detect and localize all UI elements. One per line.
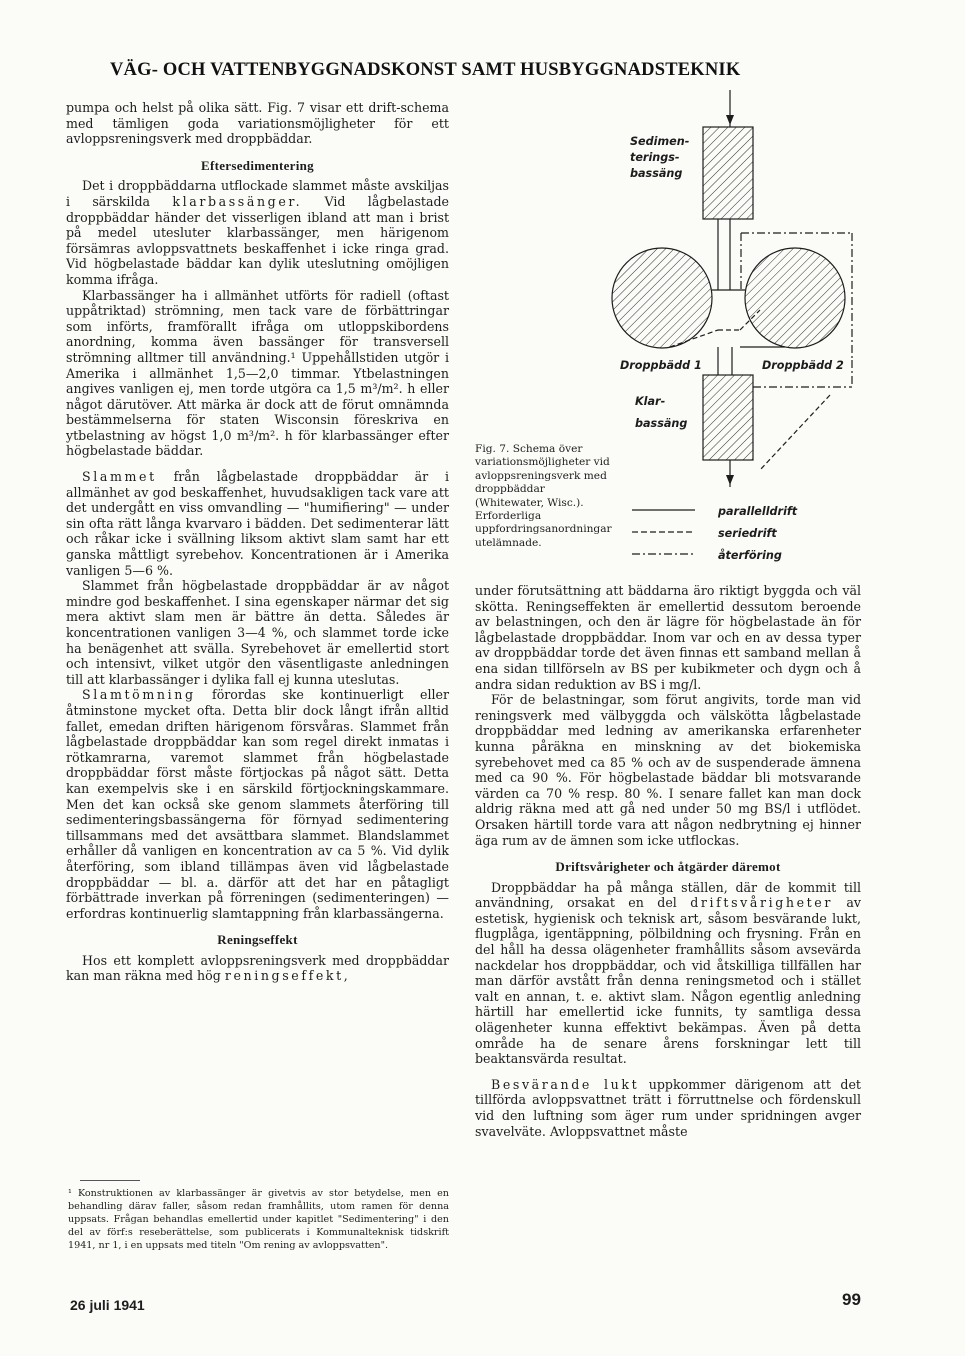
section-heading-eftersedimentering: Eftersedimentering [201, 157, 314, 173]
arrow-icon [726, 475, 734, 485]
legend-ater: återföring [718, 549, 782, 562]
right-column [475, 583, 861, 1139]
emphasis: Besvärande lukt [491, 1076, 640, 1092]
label-sed: Sedimen- [630, 135, 690, 148]
clarifier-basin [703, 375, 753, 460]
paragraph: Droppbäddar ha på många ställen, där de kommit till användning, orsakat en del driftsvårigheter av estetisk, hygienisk och teknisk art, såsom besvärande lukt, flugplåga, igentäppning, pölbildning och frysning. Från en del håll ha dessa olägenheter framhållits såsom avsevärda nackdelar hos droppbäddar, och vid åtskilliga tillfällen har man därför avstått från denna reningsmetod och i stället valt en annan, t. e. aktivt slam. Någon egentlig anledning härtill har emellertid icke funnits, ty samtliga dessa olägenheter kunna effektivt bekämpas. Även på detta område ha de senare årens forskningar lett till beaktansvärda resultat. [475, 879, 861, 1067]
legend-serie: seriedrift [718, 527, 777, 540]
paragraph: under förutsättning att bäddarna äro riktigt byggda och väl skötta. Reningseffekten är emellertid dessutom beroende av belastningen, och den är lägre för högbelastade än för lågbelastade droppbäddar. Inom var och en av dessa typer av droppbäddar torde det även finnas ett samband mellan å ena sidan tillförseln av BS per kubikmeter och dygn och å andra sidan reduktion av BS i mg/l. [475, 583, 861, 692]
flow-diagram [600, 85, 870, 575]
section-heading-driftsvarigheter: Driftsvårigheter och åtgärder däremot [555, 859, 781, 875]
paragraph: Slamtömning förordas ske kontinuerligt eller åtminstone mycket ofta. Detta blir dock långt ifrån alltid fallet, emedan driften härigenom försvåras. Slammet från lågbelastade droppbäddar kan som regel direkt inmatas i rötkamrarna, varemot slammet från högbelastade droppbäddar först måste förtjockas på något sätt. Detta kan exempelvis ske i en särskild förtjockningskammare. Men det kan också ske genom slammets återföring till sedimenteringsbassängerna för förnyad sedimentering tillsammans med det avsättbara slammet. Blandslammet erhåller då vanligen en koncentration av ca 5 %. Vid dylik återföring, som ibland tillämpas även vid lågbelastade droppbäddar — bl. a. därför att det har en påtagligt förbättrade inverkan på förreningen (sedimenteringen) — erfordras kontinuerlig slamtappning från klarbassängerna. [66, 687, 449, 921]
series-line [760, 395, 830, 470]
label-klar: bassäng [635, 417, 688, 430]
emphasis: driftsvårigheter [690, 895, 833, 911]
trickling-filter-2 [745, 248, 845, 348]
emphasis: reningseffekt, [224, 968, 351, 984]
paragraph: Hos ett komplett avloppsreningsverk med droppbäddar kan man räkna med hög reningseffekt, [66, 952, 449, 984]
sedimentation-basin [703, 127, 753, 219]
paragraph: Klarbassänger ha i allmänhet utförts för radiell (oftast uppåtriktad) strömning, men tack vare de förbättringar som införts, framförallt ifråga om utloppskibordens anordning, komma även bassänger för transversell strömning alltmer till användning.¹ Uppehållstiden utgör i Amerika i allmänhet 1,5—2,0 timmar. Ytbelastningen angives vanligen ej, men torde utgöra ca 1,5 m³/m². h eller något därutöver. Att märka är dock att de förut omnämnda bestämmelserna för staten Wisconsin föreskriva en ytbelastning av högst 1,0 m³/m². h för klarbassänger efter högbelastade bäddar. [66, 287, 449, 459]
footnote: ¹ Konstruktionen av klarbassänger är givetvis av stor betydelse, men en behandling därav faller, såsom redan framhållits, utom ramen för denna uppsats. Frågan behandlas emellertid under kapitlet "Sedimentering" i den del av förf:s reseberättelse, som publicerats i Kommunalteknisk tidskrift 1941, nr 1, i en uppsats med titeln "Om rening av avloppsvatten". [68, 1188, 449, 1251]
section-heading-reningseffekt: Reningseffekt [217, 932, 298, 948]
emphasis: Slammet [82, 469, 157, 485]
paragraph: Det i droppbäddarna utflockade slammet måste avskiljas i särskilda klarbassänger. Vid lågbelastade droppbäddar händer det visserligen ibland att man i brist på medel utesluter klarbassänger, men härigenom försämras avloppsvattnets beskaffenhet i icke ringa grad. Vid högbelastade bäddar kan dylik uteslutning omöjligen komma ifråga. [66, 178, 449, 287]
paragraph: Slammet från högbelastade droppbäddar är av något mindre god beskaffenhet. I sina egenskaper närmar det sig mera aktivt slam men är bättre än detta. Således är koncentrationen vanligen 3—4 %, och slammet torde icke ha benägenhet att svälla. Syrebehovet är emellertid stort och intensivt, vilket utgör den väsentligaste anledningen till att klarbassänger i dylika fall ej kunna uteslutas. [66, 578, 449, 687]
label-klar: Klar- [635, 395, 666, 408]
issue-date: 26 juli 1941 [70, 1297, 145, 1313]
trickling-filter-1 [612, 248, 712, 348]
label-dropp2: Droppbädd 2 [762, 359, 844, 372]
running-header: VÄG- OCH VATTENBYGGNADSKONST SAMT HUSBYGGNADSTEKNIK [110, 60, 741, 80]
paragraph: Besvärande lukt uppkommer därigenom att det tillförda avloppsvattnet trätt i förruttnelse och fördenskull vid den luftning som äger rum under spridningen avger svavelväte. Avloppsvattnet måste [475, 1076, 861, 1139]
paragraph: Slammet från lågbelastade droppbäddar är i allmänhet av god beskaffenhet, huvudsakligen tack vare att det undergått en viss omvandling — "humifiering" — under sin ofta rätt långa kvarvaro i bädden. Det sedimenterar lätt och råkar icke i svällning liksom aktivt slam samt har ett ganska måttligt syrebehov. Koncentrationen är i Amerika vanligen 5—6 %. [66, 469, 449, 578]
page-number: 99 [842, 1290, 861, 1309]
label-dropp1: Droppbädd 1 [620, 359, 702, 372]
label-sed: terings- [630, 151, 680, 164]
emphasis: klarbassänger. [172, 193, 303, 209]
footnote-rule [80, 1180, 140, 1181]
left-column [66, 100, 449, 984]
emphasis: Slamtömning [82, 687, 196, 703]
figure-caption: Fig. 7. Schema över variationsmöjligheter vid avloppsreningsverk med droppbäddar (Whitewater, Wisc.). Erforderliga uppfordringsanordningar utelämnade. [475, 443, 612, 549]
paragraph: För de belastningar, som förut angivits, torde man vid reningsverk med välbyggda och välskötta lågbelastade droppbäddar med ledning av amerikanska erfarenheter kunna påräkna en minskning av det biokemiska syrebehovet med ca 85 % och av de suspenderade ämnena med ca 90 %. För högbelastade bäddar bli motsvarande värden ca 70 % resp. 80 %. I senare fallet kan man dock aldrig räkna med att gå ned under 50 mg BS/l i utflödet. Orsaken härtill torde vara att någon nedbrytning ej hinner äga rum av de ämnen som icke utflockas. [475, 692, 861, 848]
arrow-icon [726, 115, 734, 125]
paragraph: pumpa och helst på olika sätt. Fig. 7 visar ett drift-schema med tämligen goda variationsmöjligheter för ett avloppsreningsverk med droppbäddar. [66, 100, 449, 147]
label-sed: bassäng [630, 167, 683, 180]
legend-parallel: parallelldrift [718, 505, 798, 518]
